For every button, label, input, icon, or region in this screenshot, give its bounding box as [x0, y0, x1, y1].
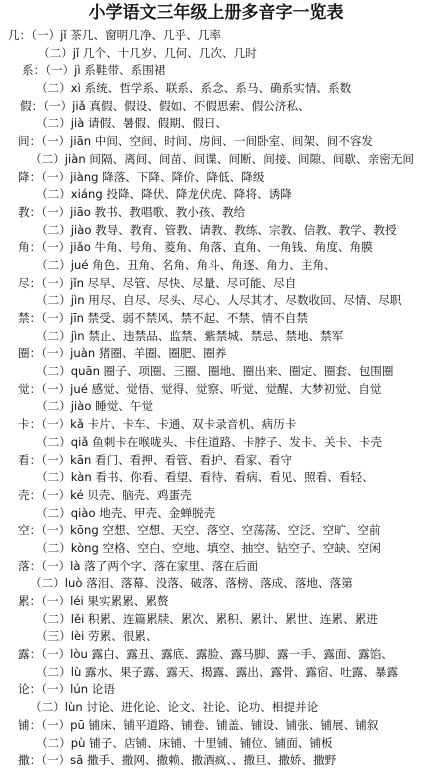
entry-line: （二）xiáng 投降、降伏、降龙伏虎、降将、诱降: [36, 187, 292, 202]
entry-line: 空：（一）kōng 空想、空想、天空、落空、空荡荡、空泛、空旷、空前: [18, 523, 381, 538]
entry-line: 落：（一）là 落了两个字、落在家里、落在后面: [18, 558, 259, 573]
entry-line: （二）jǐ 几个、十几岁、几何、几次、几时: [38, 45, 257, 60]
entry-line: （二）kòng 空格、空白、空地、填空、抽空、钻空子、空缺、空闲: [36, 540, 381, 555]
entry-line: 圈：（一）juàn 猪圈、羊圈、圈肥、圈养: [18, 346, 227, 361]
entry-line: （二）jué 角色、丑角、名角、角斗、角逐、角力、主角、: [36, 257, 336, 272]
entry-line: 教：（一）jiāo 教书、教唱歌、教小孩、教给: [18, 204, 246, 219]
entry-line: 尽：（一）jǐn 尽早、尽管、尽快、尽量、尽可能、尽自: [18, 275, 297, 290]
entry-line: （二）jiàn 间隔、离间、间苗、间谍、间断、间接、间隙、间歇、亲密无间: [30, 151, 414, 166]
document-title: 小学语文三年级上册多音字一览表: [88, 3, 344, 23]
entry-line: 系：（一）jì 系鞋带、系围裙: [22, 63, 166, 78]
entry-line: （二）qiǎ 鱼刺卡在喉咙头、卡住道路、卡脖子、发卡、关卡、卡壳: [36, 434, 382, 449]
entry-line: （二）xì 系统、哲学系、联系、系念、系马、确系实情、系数: [36, 81, 352, 96]
entry-line: 累：（一）léi 果实累累、累赘: [18, 594, 169, 608]
entry-line: 撒：（一）sā 撒手、撒网、撒赖、撒酒疯、、撒旦、撒娇、撒野: [18, 753, 337, 768]
entry-line: （二）jià 请假、暑假、假期、假日、: [36, 116, 228, 131]
entry-line: 论：（一）lún 论语: [18, 682, 115, 697]
entry-line: 假：（一）jiǎ 真假、假设、假如、不假思索、假公济私、: [20, 98, 310, 113]
entry-line: 壳：（一）ké 贝壳、脑壳、鸡蛋壳: [18, 487, 192, 502]
entry-line: 禁：（一）jīn 禁受、弱不禁风、禁不起、不禁、情不自禁: [18, 311, 308, 325]
entry-line: （二）luò 落泪、落幕、没落、破落、落榜、落成、落地、落第: [30, 576, 353, 591]
entry-line: （三）lèi 劳累、很累、: [36, 629, 158, 644]
entry-line: （二）lù 露水、果子露、露天、揭露、露出、露骨、露宿、吐露、暴露: [36, 664, 399, 679]
entry-line: （二）lùn 讨论、进化论、论文、社论、论功、相提并论: [30, 700, 319, 715]
entry-line: 几：（一）jǐ 茶几、窗明几净、几乎、几率: [8, 28, 222, 42]
entry-line: （二）kàn 看书、你看、看望、看待、看病、看见、照看、看轻、: [36, 470, 374, 485]
entry-line: （二）jìn 用尽、自尽、尽头、尽心、人尽其才、尽数收回、尽情、尽职: [36, 293, 402, 308]
entry-line: 露：（一）lòu 露白、露丑、露底、露脸、露马脚、露一手、露面、露馅、: [18, 647, 393, 662]
entry-line: 看：（一）kān 看门、看押、看管、看护、看家、看守: [18, 452, 293, 467]
entry-line: （二）quān 圈子、项圈、三圈、圈地、圈出来、圈定、圈套、包围圈: [36, 364, 394, 379]
entry-line: （二）jiào 睡觉、午觉: [36, 399, 154, 414]
entry-line: 降：（一）jiàng 降落、下降、降价、降低、降级: [18, 169, 265, 184]
entry-line: 角：（一）jiǎo 牛角、号角、菱角、角落、直角、一角钱、角度、角膜: [18, 240, 373, 255]
entry-line: 卡：（一）kǎ 卡片、卡车、卡通、双卡录音机、病历卡: [18, 417, 297, 432]
polyphonic-entry-list: [0, 27, 432, 770]
entry-line: （二）jìn 禁止、违禁品、监禁、紫禁城、禁忌、禁地、禁军: [36, 328, 344, 343]
entry-line: （二）lěi 积累、连篇累牍、累次、累积、累计、累世、连累、累进: [36, 611, 378, 626]
entry-line: （二）pù 铺子、店铺、床铺、十里铺、铺位、铺面、铺板: [36, 735, 333, 750]
entry-line: 铺：（一）pū 铺床、铺平道路、铺卷、铺盖、铺设、铺张、铺展、铺叙: [18, 717, 379, 732]
entry-line: （二）jiào 教导、教育、管教、请教、教练、宗教、信教、教学、教授: [36, 222, 397, 237]
entry-line: （二）qiào 地壳、甲壳、金蝉脱壳: [36, 505, 216, 520]
entry-line: 觉：（一）jué 感觉、觉悟、觉得、觉察、听觉、觉醒、大梦初觉、自觉: [18, 381, 382, 396]
entry-line: 间：（一）jiān 中间、空间、时间、房间、一间卧室、间架、间不容发: [18, 134, 374, 149]
